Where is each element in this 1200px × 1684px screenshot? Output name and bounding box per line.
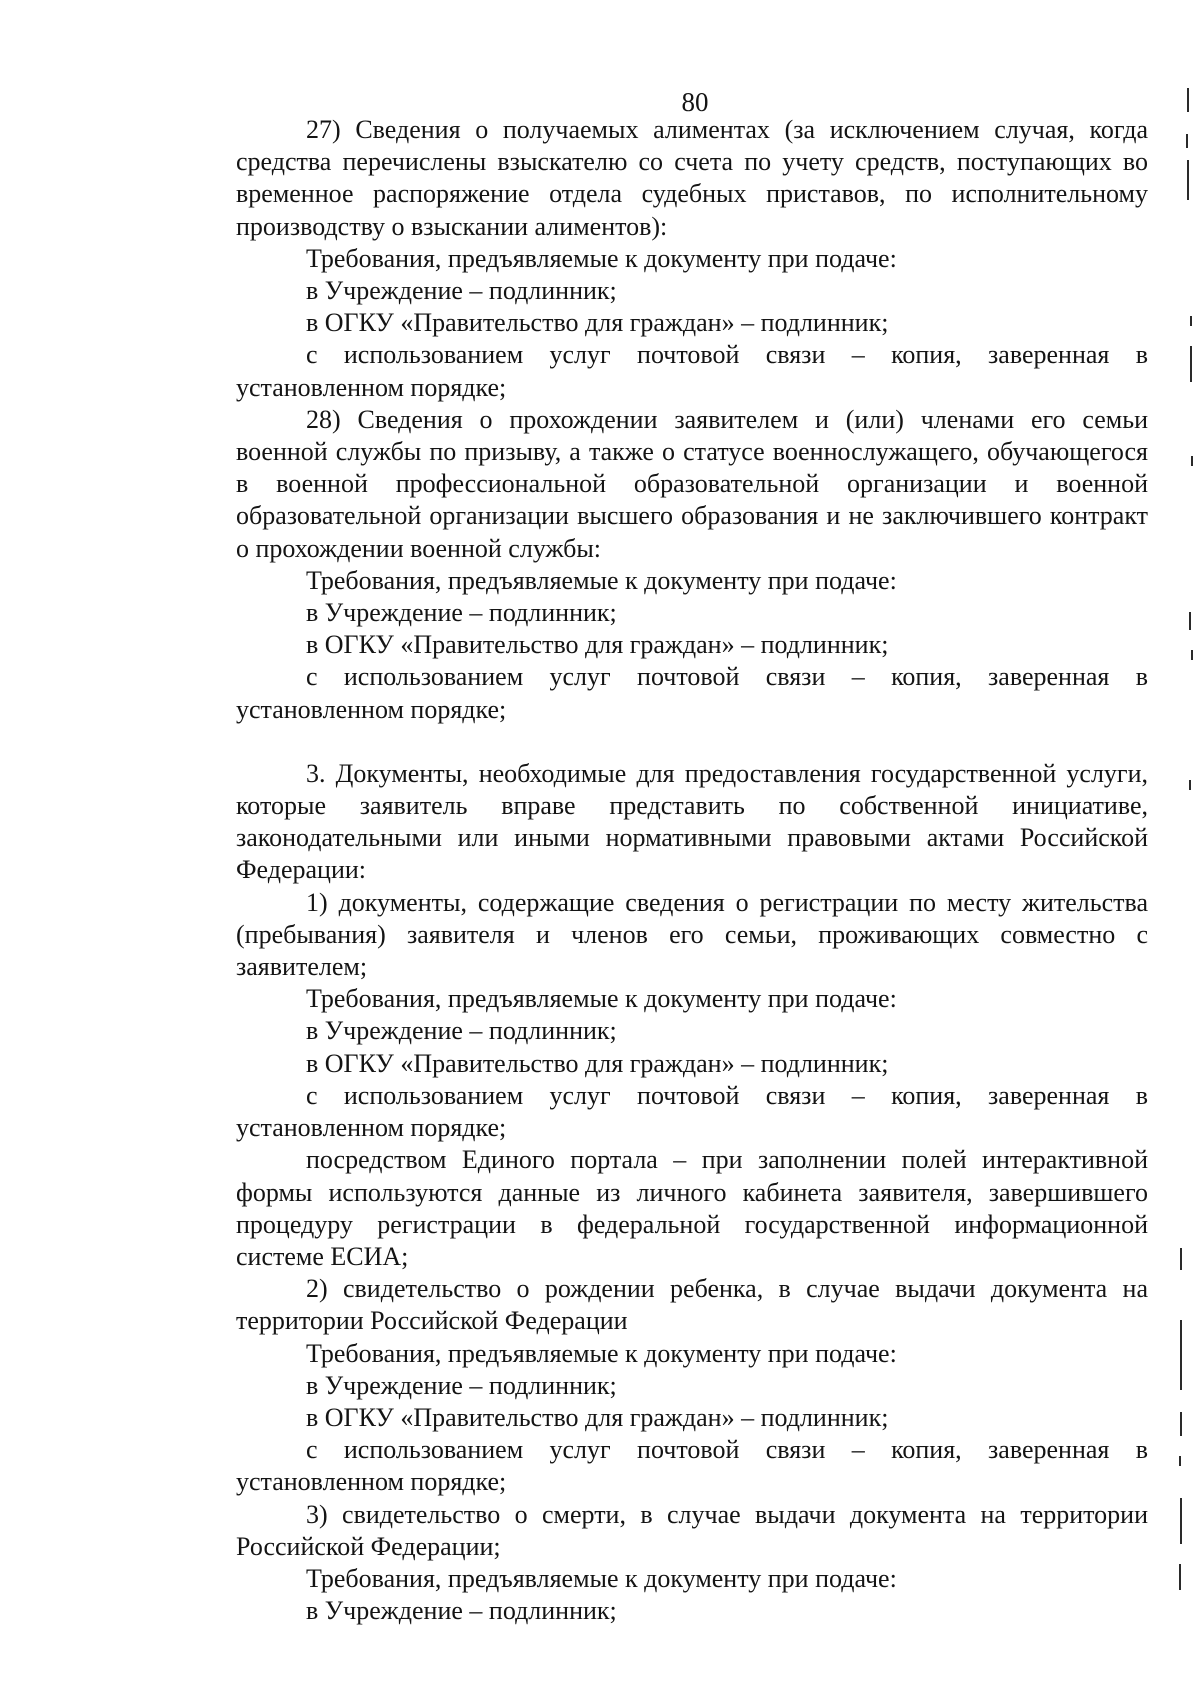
paragraph-item-2: 2) свидетельство о рождении ребенка, в случае выдачи документа на территории Российской Федерации <box>236 1274 1148 1336</box>
scan-mark <box>1189 780 1191 790</box>
scan-mark <box>1180 1498 1182 1544</box>
scan-mark <box>1180 1320 1182 1390</box>
paragraph-item-28: 28) Сведения о прохождении заявителем и (или) членами его семьи военной службы по призыву, а также о статусе военнослужащего, обучающегося в военной профессиональной образовательной организации и военной образовательной организации высшего образования и не заключившего контракт о прохождении военной службы: <box>236 404 1148 563</box>
scan-mark <box>1189 612 1191 630</box>
scan-mark <box>1179 1456 1181 1466</box>
requirement-ogku: в ОГКУ «Правительство для граждан» – подлинник; <box>306 630 889 660</box>
requirement-postal: с использованием услуг почтовой связи – копия, заверенная в установленном порядке; <box>236 1080 1148 1143</box>
requirement-ogku: в ОГКУ «Правительство для граждан» – подлинник; <box>306 1402 889 1432</box>
requirements-heading: Требования, предъявляемые к документу при подаче: <box>306 243 897 273</box>
requirements-heading: Требования, предъявляемые к документу при подаче: <box>306 1338 897 1368</box>
page-number: 80 <box>681 87 709 117</box>
requirement-institution: в Учреждение – подлинник; <box>306 1370 617 1400</box>
scan-mark <box>1191 650 1193 660</box>
requirement-postal: с использованием услуг почтовой связи – копия, заверенная в установленном порядке; <box>236 662 1148 724</box>
scan-mark <box>1191 456 1193 466</box>
requirement-institution: в Учреждение – подлинник; <box>306 276 617 306</box>
paragraph-item-3: 3) свидетельство о смерти, в случае выдачи документа на территории Российской Федерации; <box>236 1499 1148 1561</box>
scan-mark <box>1180 1412 1182 1436</box>
scan-mark <box>1180 1248 1182 1270</box>
requirement-postal: с использованием услуг почтовой связи – копия, заверенная в установленном порядке; <box>236 1435 1148 1497</box>
document-body <box>236 114 1148 1627</box>
scan-mark <box>1179 1564 1181 1590</box>
requirements-heading: Требования, предъявляемые к документу при подаче: <box>306 565 897 595</box>
scan-mark <box>1186 134 1188 148</box>
paragraph-item-1: 1) документы, содержащие сведения о регистрации по месту жительства (пребывания) заявителя и членов его семьи, проживающих совместно с заявителем; <box>236 887 1148 982</box>
scan-mark <box>1190 316 1192 326</box>
section-3-heading: 3. Документы, необходимые для предоставления государственной услуги, которые заявитель вправе представить по собственной инициативе, законодательными или иными нормативными правовыми актами Российской Федерации: <box>236 758 1148 885</box>
scan-mark <box>1187 160 1189 200</box>
scan-mark <box>1187 88 1189 112</box>
requirement-ogku: в ОГКУ «Правительство для граждан» – подлинник; <box>306 1048 889 1078</box>
requirement-institution: в Учреждение – подлинник; <box>306 598 617 628</box>
paragraph-item-27: 27) Сведения о получаемых алиментах (за исключением случая, когда средства перечислены взыскателю со счета по учету средств, поступающих во временное распоряжение отдела судебных приставов, по исполнительному производству о взыскании алиментов): <box>236 115 1148 241</box>
scan-mark <box>1190 346 1192 382</box>
requirement-portal: посредством Единого портала – при заполнении полей интерактивной формы используются данные из личного кабинета заявителя, завершившего процедуру регистрации в федеральной государственной информационной системе ЕСИА; <box>236 1145 1148 1271</box>
requirements-heading: Требования, предъявляемые к документу при подаче: <box>306 984 897 1014</box>
requirement-postal: с использованием услуг почтовой связи – копия, заверенная в установленном порядке; <box>236 340 1148 402</box>
section-gap <box>236 726 1148 758</box>
requirements-heading: Требования, предъявляемые к документу при подаче: <box>306 1563 897 1593</box>
requirement-ogku: в ОГКУ «Правительство для граждан» – подлинник; <box>306 308 889 338</box>
requirement-institution: в Учреждение – подлинник; <box>306 1596 617 1626</box>
requirement-institution: в Учреждение – подлинник; <box>306 1016 617 1046</box>
